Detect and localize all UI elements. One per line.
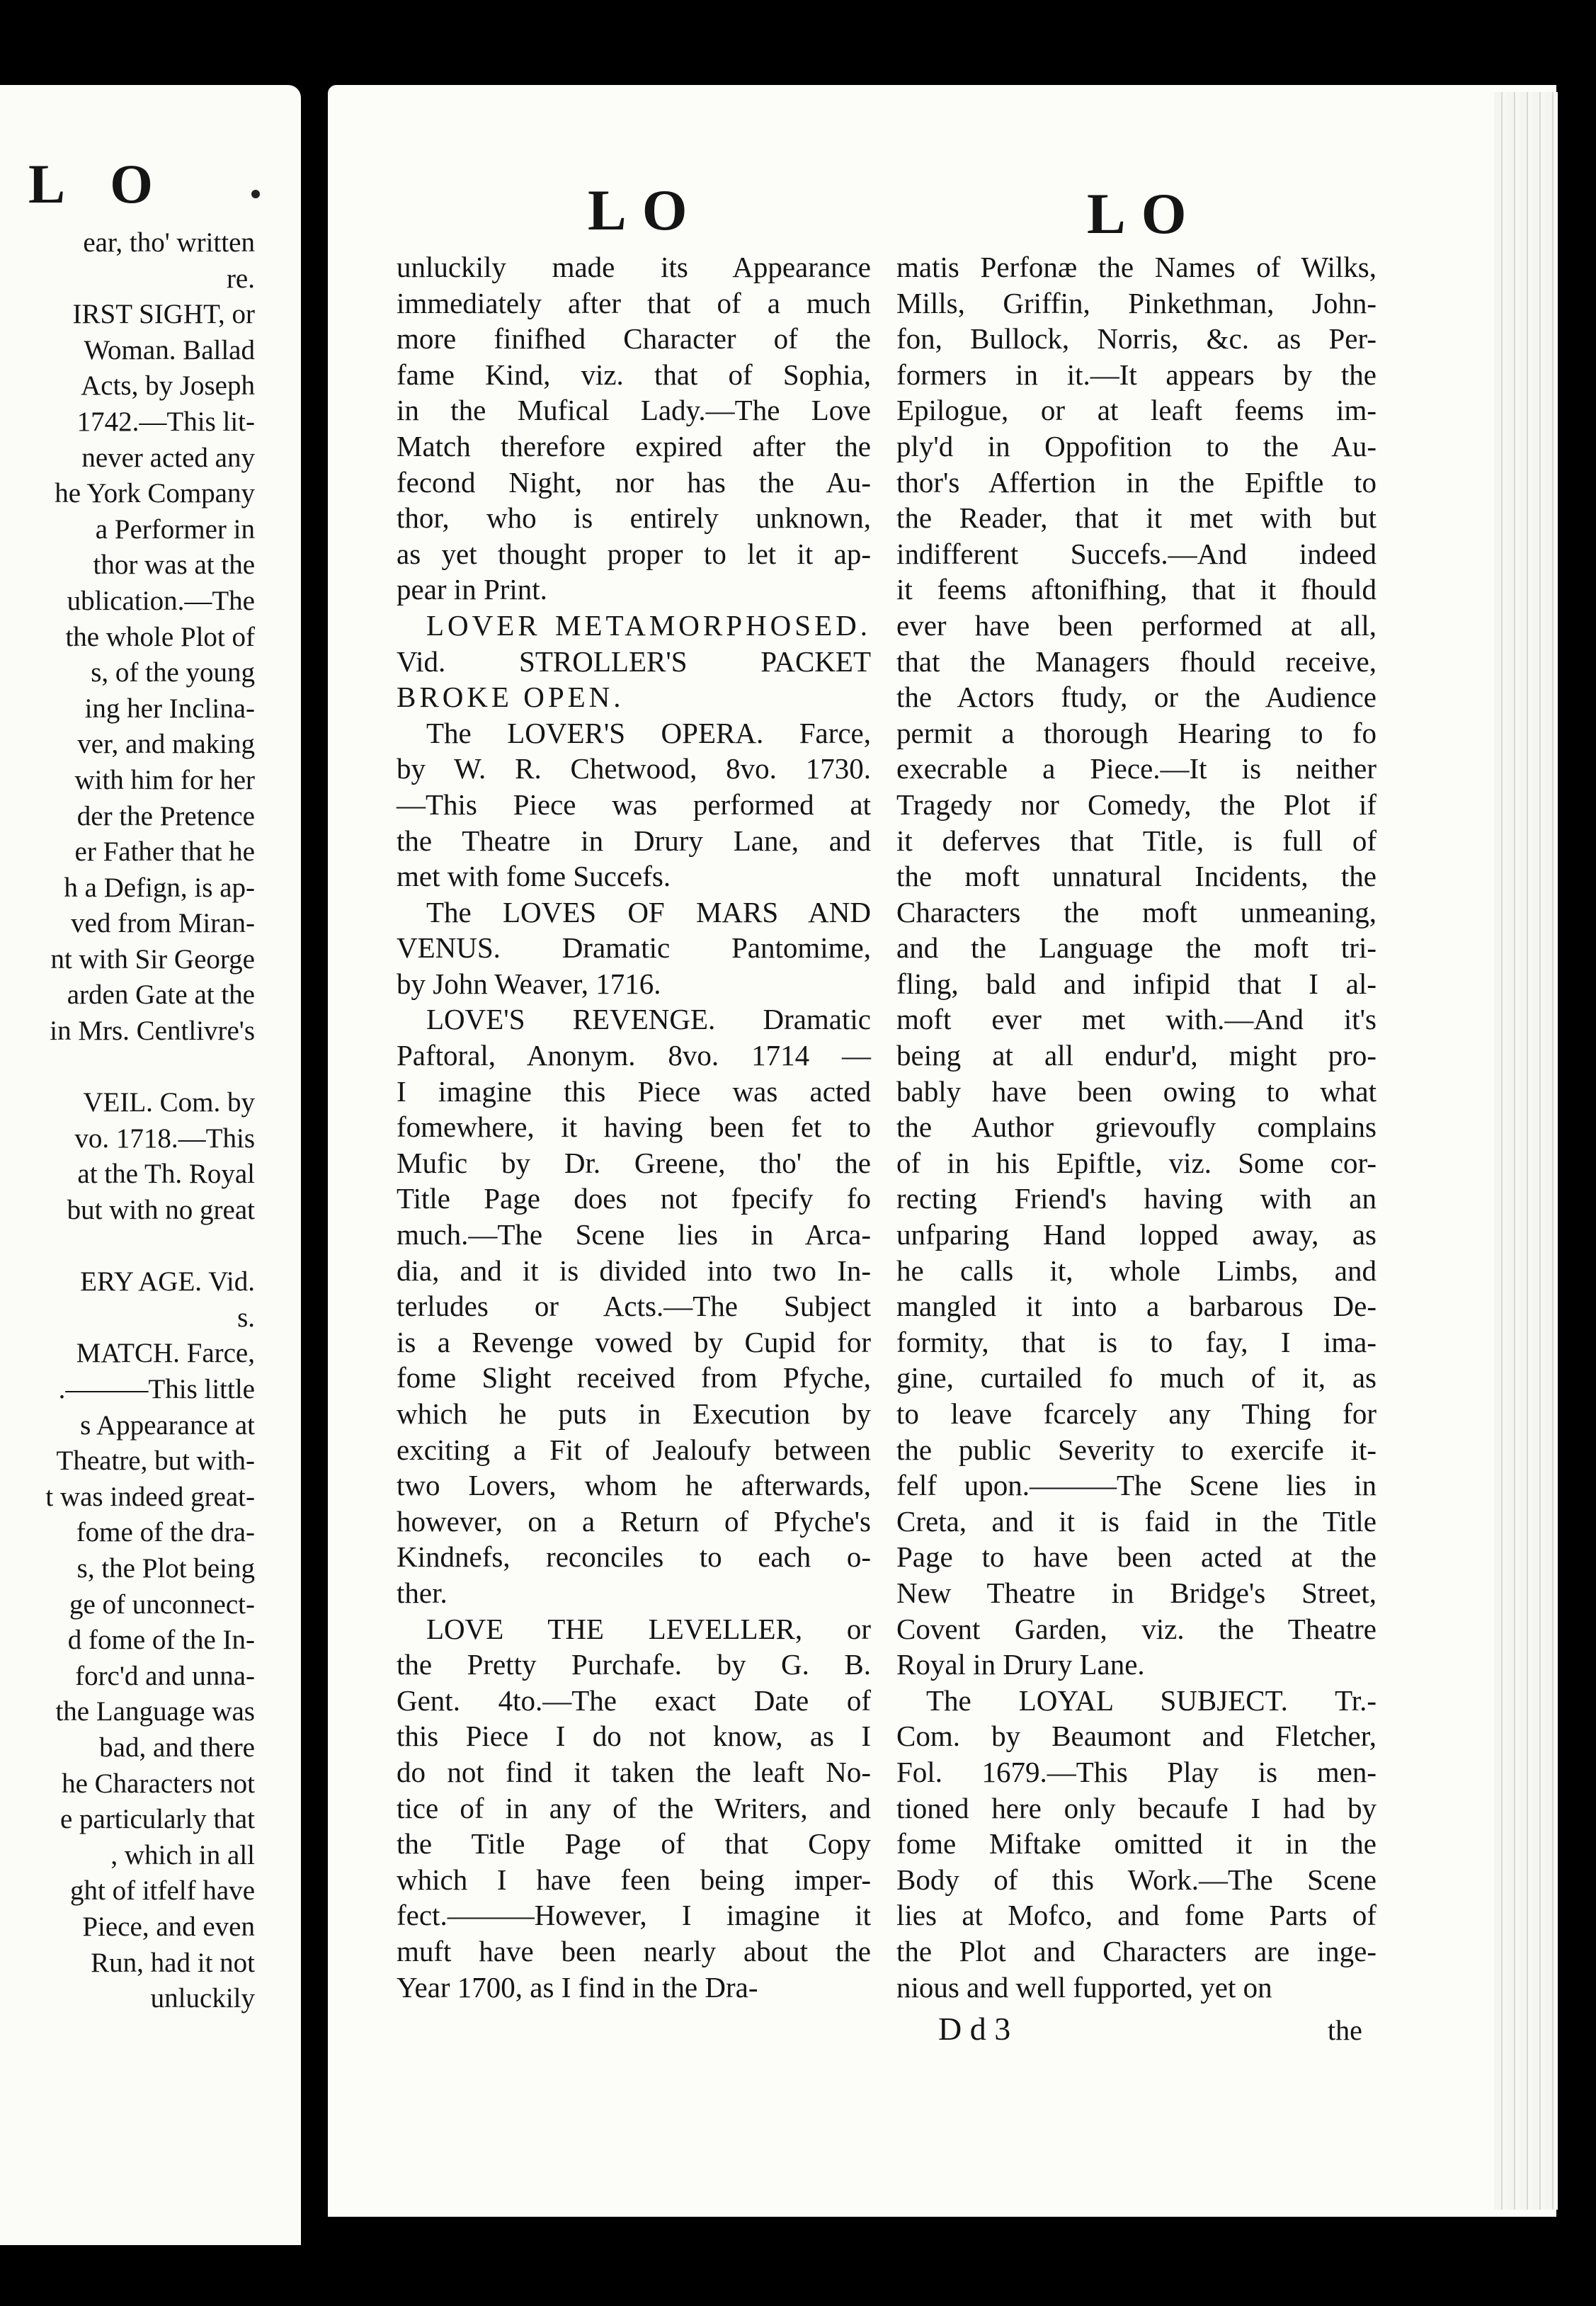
text-line: do not find it taken the leaft No- bbox=[397, 1755, 871, 1788]
text-line: in the Mufical Lady.—The Love bbox=[397, 394, 871, 427]
text-line: —This Piece was performed at bbox=[397, 788, 871, 821]
text-line: tioned here only becaufe I had by bbox=[896, 1791, 1376, 1824]
text-line: Run, had it not bbox=[91, 1947, 255, 1978]
text-line: arden Gate at the bbox=[67, 979, 255, 1011]
text-line: bad, and there bbox=[99, 1732, 255, 1763]
text-line: .———This little bbox=[58, 1374, 255, 1404]
text-line: and the Language the moft tri- bbox=[896, 931, 1376, 965]
text-line: met with fome Succefs. bbox=[397, 860, 671, 893]
text-line: ERY AGE. Vid. bbox=[80, 1266, 255, 1297]
text-line: , which in all bbox=[110, 1839, 255, 1870]
left-page-column bbox=[0, 225, 255, 2017]
text-line: e particularly that bbox=[59, 1804, 255, 1835]
text-line: the public Severity to exercife it- bbox=[896, 1433, 1376, 1466]
text-line: LOVE'S REVENGE. Dramatic bbox=[426, 1003, 871, 1036]
text-line: ear, tho' written bbox=[83, 227, 255, 258]
text-line: fect.———However, I imagine it bbox=[397, 1899, 871, 1932]
text-line: Royal in Drury Lane. bbox=[896, 1648, 1145, 1681]
text-line: Woman. Ballad bbox=[84, 334, 255, 365]
text-line: The LOVER'S OPERA. Farce, bbox=[426, 716, 871, 749]
page-header-left: LO bbox=[588, 178, 703, 242]
text-line: indifferent Succefs.—And indeed bbox=[896, 537, 1376, 570]
text-line: the Actors ftudy, or the Audience bbox=[896, 681, 1376, 714]
text-line: of in his Epiftle, viz. Some cor- bbox=[896, 1146, 1376, 1179]
text-line: it feems aftonifhing, that it fhould bbox=[896, 573, 1376, 606]
page-header-right: LO bbox=[1087, 181, 1202, 246]
text-line: Mills, Griffin, Pinkethman, John- bbox=[896, 286, 1376, 319]
text-line: felf upon.———The Scene lies in bbox=[896, 1469, 1376, 1502]
text-line: tice of in any of the Writers, and bbox=[397, 1791, 871, 1824]
text-line: IRST SIGHT, or bbox=[72, 299, 255, 330]
text-line: in Mrs. Centlivre's bbox=[50, 1016, 255, 1047]
text-line: Theatre, but with- bbox=[56, 1445, 255, 1477]
text-line: the moft unnatural Incidents, the bbox=[896, 860, 1376, 893]
text-line: bably have been owing to what bbox=[896, 1074, 1376, 1108]
text-line: Epilogue, or at leaft feems im- bbox=[896, 394, 1376, 427]
text-line: however, on a Return of Pfyche's bbox=[397, 1504, 871, 1538]
text-line: unfparing Hand lopped away, as bbox=[896, 1218, 1376, 1251]
left-page-header: L O bbox=[28, 153, 170, 215]
text-line: Piece, and even bbox=[82, 1911, 255, 1942]
text-line: to leave fcarcely any Thing for bbox=[896, 1397, 1376, 1430]
text-line: much.—The Scene lies in Arca- bbox=[397, 1218, 871, 1251]
text-line: is a Revenge vowed by Cupid for bbox=[397, 1325, 871, 1358]
text-line: which I have feen being imper- bbox=[397, 1863, 871, 1896]
text-line: ght of itfelf have bbox=[70, 1875, 255, 1907]
text-line: Com. by Beaumont and Fletcher, bbox=[896, 1720, 1376, 1753]
text-line: the Theatre in Drury Lane, and bbox=[397, 824, 871, 857]
text-line: fome Slight received from Pfyche, bbox=[397, 1361, 871, 1395]
text-line: the Reader, that it met with but bbox=[896, 501, 1376, 535]
text-line: never acted any bbox=[81, 442, 255, 473]
text-line: Tragedy nor Comedy, the Plot if bbox=[896, 788, 1376, 821]
text-line: muft have been nearly about the bbox=[397, 1934, 871, 1967]
text-line: as yet thought proper to let it ap- bbox=[397, 537, 871, 570]
text-line: that the Managers fhould receive, bbox=[896, 644, 1376, 678]
text-line: s. bbox=[237, 1302, 255, 1333]
text-line: Body of this Work.—The Scene bbox=[896, 1863, 1376, 1896]
text-line: I imagine this Piece was acted bbox=[397, 1074, 871, 1108]
text-line: h a Defign, is ap- bbox=[64, 872, 255, 903]
text-line: thor, who is entirely unknown, bbox=[397, 501, 871, 535]
text-line: Creta, and it is faid in the Title bbox=[896, 1504, 1376, 1538]
text-line: he calls it, whole Limbs, and bbox=[896, 1254, 1376, 1287]
text-line: ing her Inclina- bbox=[84, 693, 255, 724]
text-line: The LOYAL SUBJECT. Tr.- bbox=[926, 1683, 1376, 1717]
text-line: which he puts in Execution by bbox=[397, 1397, 871, 1430]
text-line: LOVER METAMORPHOSED. bbox=[426, 608, 871, 642]
text-line: it deferves that Title, is full of bbox=[896, 824, 1376, 857]
text-line: nious and well fupported, yet on bbox=[896, 1970, 1272, 2004]
text-line: mangled it into a barbarous De- bbox=[896, 1290, 1376, 1323]
text-line: Paftoral, Anonym. 8vo. 1714 — bbox=[397, 1039, 871, 1072]
text-line: thor was at the bbox=[93, 550, 255, 581]
text-line: ply'd in Oppofition to the Au- bbox=[896, 429, 1376, 462]
text-line: ge of unconnect- bbox=[69, 1589, 255, 1620]
signature-mark: D d 3 bbox=[938, 2011, 1011, 2047]
text-line: fame Kind, viz. that of Sophia, bbox=[397, 358, 871, 391]
text-line: fecond Night, nor has the Au- bbox=[397, 465, 871, 499]
text-line: d fome of the In- bbox=[67, 1625, 255, 1656]
text-line: a Performer in bbox=[95, 513, 255, 545]
text-line: the Title Page of that Copy bbox=[397, 1827, 871, 1861]
text-line: Fol. 1679.—This Play is men- bbox=[896, 1755, 1376, 1788]
text-line: s Appearance at bbox=[80, 1409, 255, 1441]
text-line: ublication.—The bbox=[67, 585, 255, 616]
text-line: dia, and it is divided into two In- bbox=[397, 1254, 871, 1287]
text-line: Characters the moft unmeaning, bbox=[896, 895, 1376, 928]
text-line: vo. 1718.—This bbox=[74, 1123, 255, 1154]
text-line: recting Friend's having with an bbox=[896, 1182, 1376, 1215]
text-line: unluckily made its Appearance bbox=[397, 251, 871, 283]
text-line: with him for her bbox=[74, 764, 255, 795]
text-line: VEIL. Com. by bbox=[83, 1087, 255, 1118]
text-line: New Theatre in Bridge's Street, bbox=[896, 1576, 1376, 1609]
text-line: Vid. STROLLER'S PACKET bbox=[397, 644, 871, 678]
text-line: BROKE OPEN. bbox=[397, 681, 625, 714]
text-line: more finifhed Character of the bbox=[397, 322, 871, 356]
text-line: but with no great bbox=[67, 1195, 255, 1226]
text-line: thor's Affertion in the Epiftle to bbox=[896, 465, 1376, 499]
text-line: gine, curtailed fo much of it, as bbox=[896, 1361, 1376, 1395]
text-line: forc'd and unna- bbox=[75, 1660, 255, 1691]
text-line: Page to have been acted at the bbox=[896, 1540, 1376, 1574]
text-line: ver, and making bbox=[77, 729, 255, 760]
text-line: ever have been performed at all, bbox=[896, 608, 1376, 642]
text-line: Title Page does not fpecify fo bbox=[397, 1182, 871, 1215]
page-edges bbox=[1494, 92, 1558, 2210]
text-line: The LOVES OF MARS AND bbox=[426, 895, 871, 928]
text-line: two Lovers, whom he afterwards, bbox=[397, 1469, 871, 1502]
text-line: he York Company bbox=[55, 478, 255, 509]
text-line: fomewhere, it having been fet to bbox=[397, 1111, 871, 1144]
text-line: t was indeed great- bbox=[45, 1481, 255, 1512]
text-line: re. bbox=[226, 263, 255, 294]
text-line: the Author grievoufly complains bbox=[896, 1111, 1376, 1144]
left-header-dot bbox=[251, 190, 260, 198]
text-line: formity, that is to fay, I ima- bbox=[896, 1325, 1376, 1358]
text-line: the whole Plot of bbox=[65, 621, 255, 652]
text-line: LOVE THE LEVELLER, or bbox=[426, 1612, 871, 1645]
text-line: the Pretty Purchafe. by G. B. bbox=[397, 1648, 871, 1681]
text-line: s, the Plot being bbox=[76, 1552, 255, 1584]
text-line: Mufic by Dr. Greene, tho' the bbox=[397, 1146, 871, 1179]
text-line: terludes or Acts.—The Subject bbox=[397, 1290, 871, 1323]
text-line: MATCH. Farce, bbox=[76, 1338, 255, 1369]
catchword: the bbox=[1328, 2014, 1362, 2046]
text-line: Match therefore expired after the bbox=[397, 429, 871, 462]
text-line: permit a thorough Hearing to fo bbox=[896, 716, 1376, 749]
text-line: ved from Miran- bbox=[71, 908, 255, 939]
text-line: fling, bald and infipid that I al- bbox=[896, 967, 1376, 1000]
text-line: Year 1700, as I find in the Dra- bbox=[397, 1970, 758, 2004]
text-line: fome of the dra- bbox=[76, 1517, 255, 1548]
text-line: er Father that he bbox=[74, 836, 255, 868]
text-line: exciting a Fit of Jealoufy between bbox=[397, 1433, 871, 1466]
text-line: pear in Print. bbox=[397, 573, 547, 606]
text-line bbox=[0, 1050, 255, 1086]
text-line bbox=[0, 1229, 255, 1265]
text-line: immediately after that of a much bbox=[397, 286, 871, 319]
text-line: the Plot and Characters are inge- bbox=[896, 1934, 1376, 1967]
text-line: der the Pretence bbox=[76, 800, 255, 831]
text-line: Kindnefs, reconciles to each o- bbox=[397, 1540, 871, 1574]
text-line: by John Weaver, 1716. bbox=[397, 967, 661, 1000]
text-line: fon, Bullock, Norris, &c. as Per- bbox=[896, 322, 1376, 356]
text-line: Gent. 4to.—The exact Date of bbox=[397, 1683, 871, 1717]
text-line: the Language was bbox=[55, 1696, 255, 1727]
text-line: s, of the young bbox=[91, 657, 255, 688]
text-line: nt with Sir George bbox=[50, 943, 255, 975]
text-line: he Characters not bbox=[62, 1768, 255, 1799]
right-column bbox=[896, 249, 1376, 2005]
text-line: execrable a Piece.—It is neither bbox=[896, 752, 1376, 785]
text-line: VENUS. Dramatic Pantomime, bbox=[397, 931, 871, 965]
text-line: fome Miftake omitted it in the bbox=[896, 1827, 1376, 1861]
text-line: 1742.—This lit- bbox=[76, 406, 255, 437]
text-line: this Piece I do not know, as I bbox=[397, 1720, 871, 1753]
text-line: by W. R. Chetwood, 8vo. 1730. bbox=[397, 752, 871, 785]
text-line: formers in it.—It appears by the bbox=[896, 358, 1376, 391]
text-line: moft ever met with.—And it's bbox=[896, 1003, 1376, 1036]
text-line: matis Perfonæ the Names of Wilks, bbox=[896, 251, 1376, 283]
text-line: lies at Mofco, and fome Parts of bbox=[896, 1899, 1376, 1932]
text-line: Covent Garden, viz. the Theatre bbox=[896, 1612, 1376, 1645]
text-line: ther. bbox=[397, 1576, 448, 1609]
text-line: at the Th. Royal bbox=[77, 1159, 255, 1190]
middle-column bbox=[397, 249, 871, 2005]
text-line: Acts, by Joseph bbox=[81, 370, 255, 402]
text-line: being at all endur'd, might pro- bbox=[896, 1039, 1376, 1072]
text-line: unluckily bbox=[150, 1983, 255, 2014]
